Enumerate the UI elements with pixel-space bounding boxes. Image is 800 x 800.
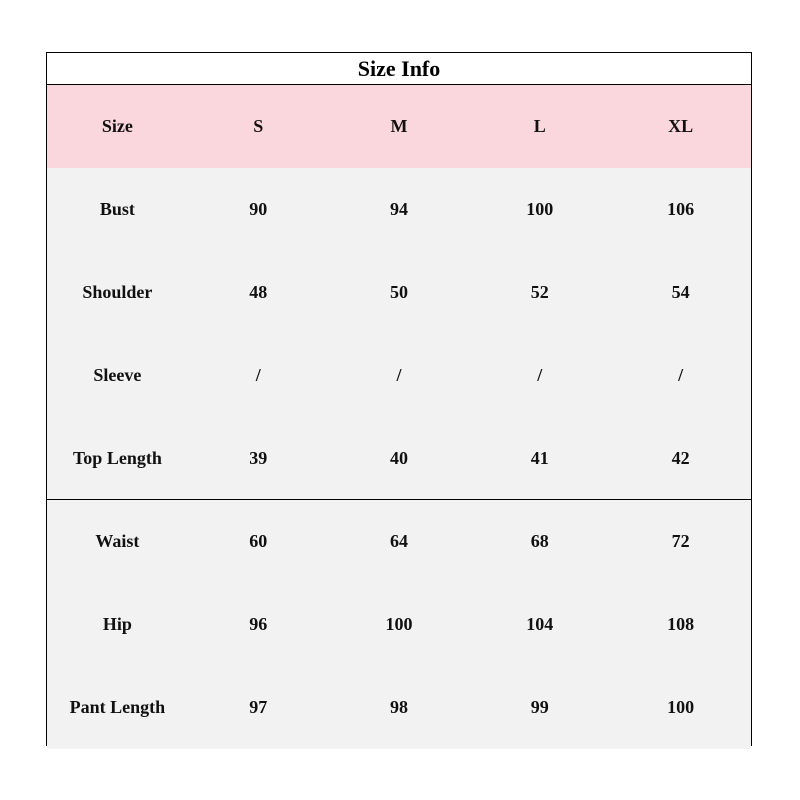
- table-cell: 98: [389, 697, 408, 717]
- table-cell: 100: [385, 614, 413, 634]
- table-title: Size Info: [47, 53, 751, 85]
- table-cell: 60: [249, 531, 268, 551]
- table-row-hip: [47, 583, 751, 666]
- table-row-pant-length: [47, 666, 751, 749]
- header-cell-s: S: [253, 116, 264, 136]
- header-cell-l: L: [533, 116, 546, 136]
- header-cell-xl: XL: [668, 116, 694, 136]
- bottom-measurements-group: [47, 500, 751, 749]
- table-row-shoulder: [47, 251, 751, 334]
- table-cell: 72: [671, 531, 690, 551]
- table-cell: 50: [389, 282, 408, 302]
- table-cell: /: [396, 365, 402, 385]
- table-cell: 108: [667, 614, 695, 634]
- table-cell: /: [678, 365, 684, 385]
- table-cell: 48: [249, 282, 268, 302]
- header-cell-m: M: [390, 116, 408, 136]
- top-measurements-group: [47, 168, 751, 500]
- table-cell: 39: [249, 447, 268, 468]
- table-cell: 104: [526, 614, 554, 634]
- table-row-bust: [47, 168, 751, 251]
- size-info-table: [46, 52, 752, 746]
- table-cell: 52: [530, 282, 549, 302]
- row-label: Top Length: [72, 447, 162, 468]
- row-label: Bust: [99, 199, 135, 219]
- table-cell: 40: [389, 447, 408, 468]
- row-label: Hip: [102, 614, 132, 634]
- table-cell: 96: [249, 614, 268, 634]
- table-cell: 42: [671, 447, 690, 468]
- table-cell: 68: [530, 531, 549, 551]
- table-cell: 41: [530, 447, 549, 468]
- table-header-row: [47, 85, 751, 168]
- table-cell: /: [537, 365, 543, 385]
- table-cell: 54: [671, 282, 690, 302]
- table-cell: 100: [526, 199, 554, 219]
- table-cell: 106: [667, 199, 695, 219]
- table-cell: 97: [249, 697, 268, 717]
- table-cell: 90: [249, 199, 268, 219]
- table-cell: /: [255, 365, 261, 385]
- table-row-top-length: [47, 417, 751, 500]
- table-cell: 64: [389, 531, 408, 551]
- header-cell-size: Size: [101, 116, 133, 136]
- table-row-waist: [47, 500, 751, 583]
- table-cell: 94: [389, 199, 408, 219]
- row-label: Sleeve: [93, 365, 142, 385]
- row-label: Pant Length: [69, 697, 166, 717]
- table-row-sleeve: [47, 334, 751, 417]
- row-label: Waist: [95, 531, 140, 551]
- table-cell: 100: [667, 697, 695, 717]
- table-cell: 99: [530, 697, 549, 717]
- row-label: Shoulder: [82, 282, 153, 302]
